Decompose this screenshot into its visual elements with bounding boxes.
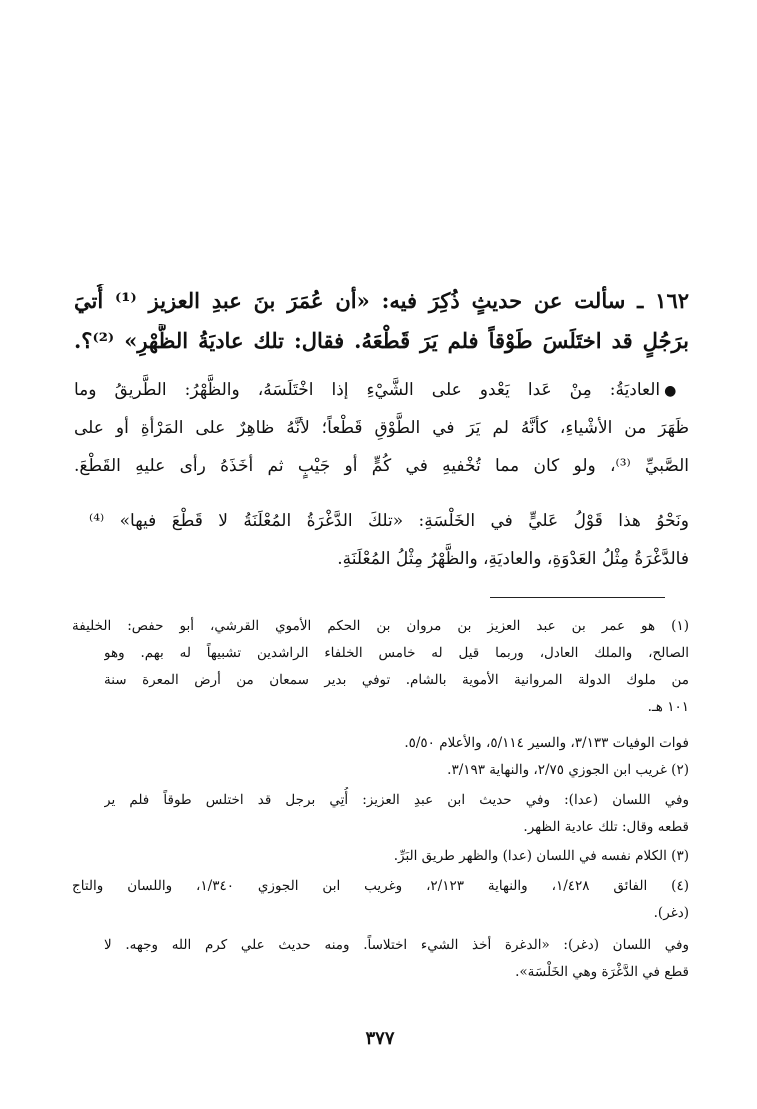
footnote-1-sources: فوات الوفيات ٣/١٣٣، والسير ٥/١١٤، والأعلام ٥/٥٠. bbox=[404, 735, 689, 751]
footnote-4-line-4: قطع في الدَّغْرَة وهي الخَلْسَة». bbox=[515, 964, 689, 980]
footnote-2-line-1: (٢) غريب ابن الجوزي ٢/٧٥، والنهاية ٣/١٩٣. bbox=[447, 762, 689, 778]
body-line-5: فالدَّغْرَةُ مِثْلُ العَدْوَةِ، والعاديَةِ، والظَّهْرُ مِثْلُ المُعْلَنَةِ. bbox=[337, 549, 689, 569]
footnote-2-line-3: قطعه وقال: تلك عادية الظهر. bbox=[523, 819, 689, 835]
footnote-4-line-3: وفي اللسان (دغر): «الدغرة أخذ الشيء اختلاساً. ومنه حديث علي كرم الله وجهه. لا bbox=[104, 937, 689, 953]
bullet-icon: ● bbox=[664, 383, 689, 399]
footnote-4-line-1: (٤) الفائق ١/٤٢٨، والنهاية ٢/١٢٣، وغريب ابن الجوزي ١/٣٤٠، واللسان والتاج bbox=[72, 878, 689, 894]
body-line-1-text: العاديَةُ: مِنْ عَدا يَعْدو على الشَّيْءِ إذا اخْتَلَسَهُ، والظَّهْرُ: الطَّريقُ وما bbox=[74, 380, 661, 400]
footnote-1-line-3: من ملوك الدولة المروانية الأموية بالشام. توفي بدير سمعان من أرض المعرة سنة bbox=[104, 672, 689, 688]
footnote-1-line-4: ١٠١ هـ. bbox=[647, 699, 689, 715]
footnote-2-line-2: وفي اللسان (عدا): وفي حديث ابن عبدِ العزيز: أُتِي برجل قد اختلس طوقاً فلم ير bbox=[104, 792, 689, 808]
entry-heading-line-2: برَجُلٍ قد اختَلَسَ طَوْقاً فلم يَرَ قَطْعَهُ. فقال: تلك عاديَةُ الظَّهْرِ» ⁽²⁾؟. bbox=[74, 328, 689, 353]
footnote-3-line-1: (٣) الكلام نفسه في اللسان (عدا) والظهر طريق البَرِّ. bbox=[393, 848, 689, 864]
footnote-4-line-2: (دغر). bbox=[653, 905, 689, 921]
footnote-separator bbox=[490, 597, 665, 598]
footnote-1-line-2: الصالح، والملك العادل، وربما قيل له خامس الخلفاء الراشدين تشبيهاً له بهم. وهو bbox=[104, 645, 689, 661]
body-line-4: ونَحْوُ هذا قَوْلُ عَليٍّ في الخَلْسَةِ: «تلكَ الدَّغْرَةُ المُعْلَنَةُ لا قَطْعَ فيها» ⁽⁴⁾ bbox=[89, 511, 689, 531]
body-line-3: الصَّبيِّ ⁽³⁾، ولو كان مما تُخْفيهِ في كُمٍّ أو جَيْبٍ ثم أخَذَهُ رأى عليهِ القَطْعَ. bbox=[74, 456, 689, 476]
page-number: ٣٧٧ bbox=[365, 1028, 395, 1049]
body-line-2: ظَهَرَ من الأشْياءِ، كأنَّهُ لم يَرَ في الطَّوْقِ قَطْعاً؛ لأنَّهُ ظاهِرٌ على المَرْأةِ أو على bbox=[74, 418, 689, 438]
body-line-1 bbox=[74, 374, 689, 407]
footnote-1-line-1: (١) هو عمر بن عبد العزيز بن مروان بن الحكم الأموي القرشي، أبو حفص: الخليفة bbox=[72, 618, 689, 634]
entry-heading-line-1: ١٦٢ ـ سألت عن حديثٍ ذُكِرَ فيه: «أن عُمَرَ بنَ عبدِ العزيز ⁽¹⁾ أُتيَ bbox=[74, 288, 689, 313]
